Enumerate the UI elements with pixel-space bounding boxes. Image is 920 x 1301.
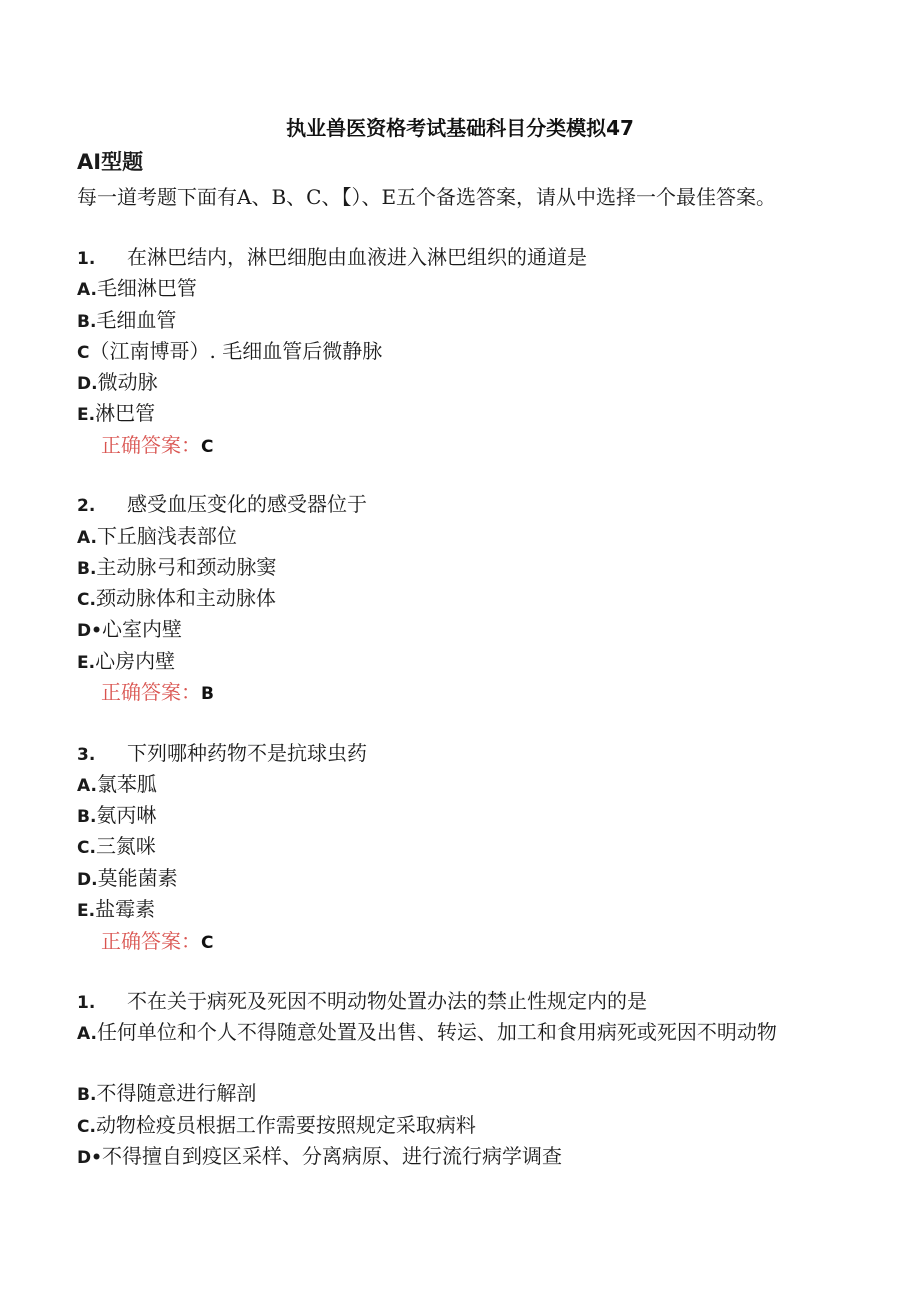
option-letter: D. [77, 374, 98, 394]
question-text: 下列哪种药物不是抗球虫药 [127, 741, 367, 765]
option-text: 毛细血管 [96, 308, 177, 332]
option-letter: C [77, 343, 90, 363]
option-b [77, 553, 276, 583]
question-number: 1. [77, 993, 96, 1013]
option-letter: A. [77, 776, 97, 796]
option-letter: B. [77, 1085, 97, 1105]
option-text: 三氮咪 [95, 834, 156, 858]
option-a [77, 522, 237, 552]
option-letter: C. [77, 1117, 96, 1137]
option-letter: C. [77, 838, 96, 858]
option-b [77, 306, 176, 336]
option-d [77, 1142, 562, 1172]
option-letter: E. [77, 653, 96, 673]
option-letter: D• [77, 621, 102, 641]
option-e [77, 895, 155, 925]
correct-answer [101, 678, 214, 708]
option-letter: D. [77, 870, 98, 890]
question-number: 1. [77, 249, 96, 269]
answer-value: B [201, 684, 214, 704]
option-text: 淋巴管 [95, 401, 156, 425]
option-text: 毛细淋巴管 [96, 276, 197, 300]
answer-value: C [201, 933, 214, 953]
answer-label: 正确答案： [101, 433, 201, 457]
option-b [77, 1079, 256, 1109]
question-number: 3. [77, 745, 96, 765]
option-a [77, 1018, 817, 1048]
question-number: 2. [77, 496, 96, 516]
option-text: 任何单位和个人不得随意处置及出售、转运、加工和食用病死或死因不明动物 [96, 1020, 777, 1044]
option-text: 盐霉素 [95, 897, 156, 921]
answer-label: 正确答案： [101, 929, 201, 953]
option-c [77, 337, 382, 367]
option-text: 心房内壁 [95, 649, 176, 673]
option-text: （江南博哥）. 毛细血管后微静脉 [89, 339, 383, 363]
question-1 [77, 243, 587, 273]
option-letter: E. [77, 901, 96, 921]
question-4 [77, 987, 647, 1017]
document-title: 执业兽医资格考试基础科目分类模拟47 [286, 116, 634, 140]
option-text: 动物检疫员根据工作需要按照规定采取病料 [95, 1113, 476, 1137]
option-text: 不得随意进行解剖 [96, 1081, 257, 1105]
option-e [77, 399, 155, 429]
option-letter: E. [77, 405, 96, 425]
answer-value: C [201, 437, 214, 457]
option-a [77, 274, 197, 304]
option-text: 莫能菌素 [97, 866, 178, 890]
question-text: 感受血压变化的感受器位于 [127, 492, 367, 516]
option-letter: B. [77, 559, 97, 579]
option-text: 微动脉 [97, 370, 158, 394]
correct-answer [101, 927, 213, 957]
option-letter: B. [77, 807, 97, 827]
option-text: 不得擅自到疫区采样、分离病原、进行流行病学调查 [101, 1144, 562, 1168]
option-d [77, 864, 178, 894]
option-letter: D• [77, 1148, 102, 1168]
question-2 [77, 490, 367, 520]
answer-label: 正确答案： [101, 680, 201, 704]
option-letter: A. [77, 528, 97, 548]
option-text: 下丘脑浅表部位 [96, 524, 237, 548]
option-text: 心室内壁 [101, 617, 182, 641]
question-3 [77, 739, 367, 769]
question-text: 不在关于病死及死因不明动物处置办法的禁止性规定内的是 [127, 989, 647, 1013]
question-text: 在淋巴结内，淋巴细胞由血液进入淋巴组织的通道是 [127, 245, 587, 269]
option-c [77, 584, 276, 614]
instruction-text: 每一道考题下面有A、B、C、【）、E五个备选答案，请从中选择一个最佳答案。 [77, 185, 777, 209]
correct-answer [101, 431, 213, 461]
option-letter: A. [77, 1024, 97, 1044]
option-d [77, 615, 182, 645]
option-text: 氯苯胍 [96, 772, 157, 796]
option-e [77, 647, 175, 677]
option-d [77, 368, 158, 398]
option-c [77, 1111, 476, 1141]
option-c [77, 832, 156, 862]
option-text: 主动脉弓和颈动脉窦 [96, 555, 277, 579]
option-text: 氨丙啉 [96, 803, 157, 827]
option-letter: C. [77, 590, 96, 610]
option-letter: A. [77, 280, 97, 300]
option-text: 颈动脉体和主动脉体 [95, 586, 276, 610]
section-heading: AI型题 [77, 150, 144, 174]
option-letter: B. [77, 312, 97, 332]
option-a [77, 770, 157, 800]
option-b [77, 801, 156, 831]
